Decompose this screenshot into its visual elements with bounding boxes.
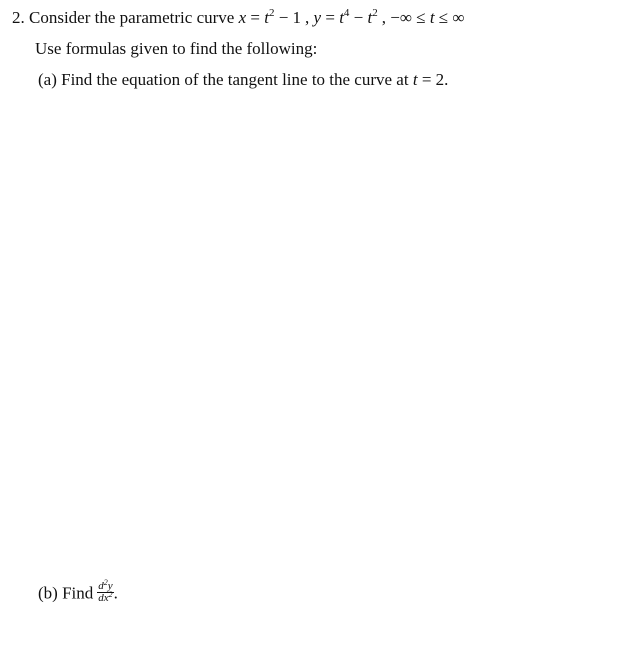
less-equal-sign: ≤ <box>438 8 449 27</box>
exponent: 2 <box>372 7 378 19</box>
problem-lead: Consider the parametric curve <box>29 8 235 27</box>
t-variable: t <box>412 70 418 89</box>
part-a-label: (a) <box>38 70 57 89</box>
t-variable: t <box>339 8 344 27</box>
instructions: Use formulas given to find the following: <box>35 39 318 58</box>
negative-infinity: −∞ <box>390 8 412 27</box>
exponent: 4 <box>343 7 350 19</box>
fraction-numerator: $d^2y$ <box>98 578 113 592</box>
t-variable: t <box>367 8 373 27</box>
fraction-denominator: $dx^2$ <box>98 590 113 604</box>
t-variable: t <box>429 8 435 27</box>
less-equal-sign: ≤ <box>416 8 426 27</box>
part-b-text: Find <box>62 583 94 603</box>
minus-sign: − <box>278 8 289 27</box>
infinity: ∞ <box>452 8 465 27</box>
comma: , <box>381 8 386 27</box>
equals-sign: = <box>325 8 335 27</box>
x-variable: x <box>238 8 247 27</box>
second-derivative-fraction <box>97 578 113 604</box>
part-a-text: Find the equation of the tangent line to the curve at <box>61 70 409 89</box>
part-b <box>38 578 118 606</box>
exponent: 2 <box>268 7 275 19</box>
equals-sign: = <box>421 70 432 89</box>
problem-statement <box>12 9 465 26</box>
minus-sign: − <box>353 8 364 27</box>
y-variable: y <box>313 8 322 27</box>
part-b-label: (b) <box>38 583 58 603</box>
comma: , <box>305 8 310 27</box>
period: . <box>113 583 118 603</box>
t-variable: t <box>264 8 269 27</box>
problem-number: 2. <box>12 8 25 27</box>
constant-one: 1 <box>292 8 302 27</box>
t-value: 2. <box>435 70 449 89</box>
part-a <box>38 71 448 88</box>
equals-sign: = <box>250 8 260 27</box>
